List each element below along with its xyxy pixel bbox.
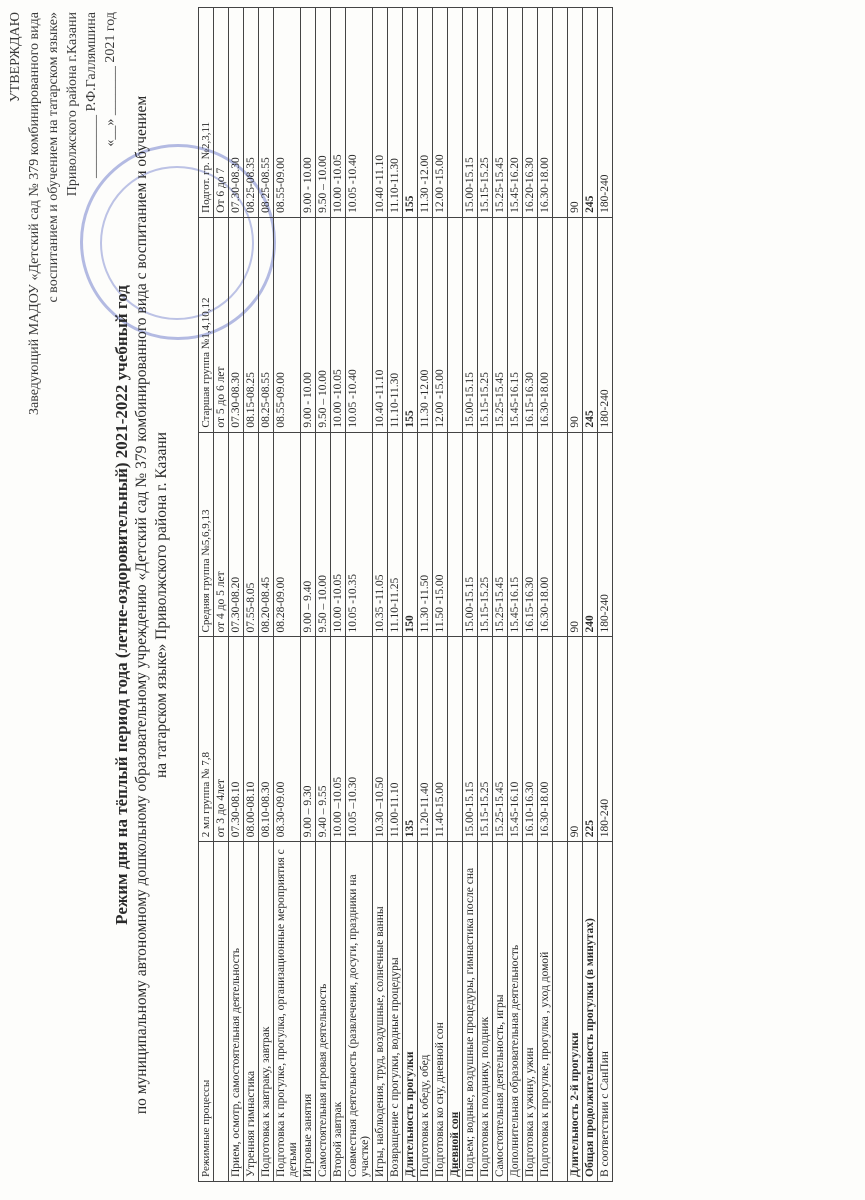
column-header: Подгот. гр. №2,3,11	[199, 8, 214, 218]
approval-line: с воспитанием и обучением на татарском языке»	[46, 12, 61, 303]
table-row	[388, 8, 403, 1182]
process-cell	[553, 842, 568, 1182]
time-cell: 16.15-16.30	[523, 432, 538, 637]
time-cell: 08.00-08.10	[244, 637, 259, 842]
time-cell: 155	[403, 8, 418, 218]
table-row	[508, 8, 523, 1182]
table-row	[259, 8, 274, 1182]
time-cell: 90	[568, 8, 583, 218]
time-cell: 08.25-08.55	[259, 8, 274, 218]
process-cell: Общая продолжительность прогулки (в минутах)	[583, 842, 598, 1182]
time-cell: 11.00-11.10	[388, 637, 403, 842]
time-cell: 155	[403, 217, 418, 432]
table-row	[583, 8, 598, 1182]
time-cell: 16.30-18.00	[538, 637, 553, 842]
time-cell: 10.40 -11.10	[373, 217, 388, 432]
time-cell: 15.45-16.15	[508, 432, 523, 637]
time-cell: 08.55-09.00	[274, 8, 301, 218]
table-row	[274, 8, 301, 1182]
time-cell: 225	[583, 637, 598, 842]
time-cell	[448, 637, 463, 842]
time-cell	[553, 637, 568, 842]
time-cell: 11.30 -12.00	[418, 217, 433, 432]
table-row	[316, 8, 331, 1182]
time-cell	[448, 217, 463, 432]
process-cell: Самостоятельная деятельность, игры	[493, 842, 508, 1182]
time-cell: 10.05 -10.35	[346, 432, 373, 637]
time-cell: 135	[403, 637, 418, 842]
time-cell: 10.05 -10.40	[346, 8, 373, 218]
time-cell: 9.50 – 10.00	[316, 432, 331, 637]
table-row	[346, 8, 373, 1182]
time-cell	[553, 8, 568, 218]
time-cell: 16.10-16.30	[523, 637, 538, 842]
time-cell: 07.30-08.10	[229, 637, 244, 842]
time-cell: 9.00 – 9.30	[301, 637, 316, 842]
table-row	[553, 8, 568, 1182]
process-cell: Подготовка к полднику, полдник	[478, 842, 493, 1182]
time-cell: 245	[583, 8, 598, 218]
table-row	[331, 8, 346, 1182]
time-cell: 90	[568, 217, 583, 432]
approval-line: «__» _______ 2021 год	[103, 12, 118, 147]
time-cell: 10.00 -10.05	[331, 217, 346, 432]
process-cell: Дополнительная образовательная деятельность	[508, 842, 523, 1182]
process-cell: Игровые занятия	[301, 842, 316, 1182]
process-cell: Подготовка к ужину, ужин	[523, 842, 538, 1182]
column-header: 2 мл группа № 7,8	[199, 637, 214, 842]
time-cell: 15.45-16.10	[508, 637, 523, 842]
table-row	[229, 8, 244, 1182]
time-cell: 15.25-15.45	[493, 637, 508, 842]
time-cell: 08.10-08.30	[259, 637, 274, 842]
time-cell	[553, 217, 568, 432]
table-row	[373, 8, 388, 1182]
process-cell: Подготовка к завтраку, завтрак	[259, 842, 274, 1182]
table-row	[244, 8, 259, 1182]
process-cell: Подготовка к прогулке, прогулка , уход домой	[538, 842, 553, 1182]
time-cell: 9.00 - 10.00	[301, 8, 316, 218]
time-cell: 15.45-16.15	[508, 217, 523, 432]
time-cell: 08.28-09.00	[274, 432, 301, 637]
column-header: Режимные процессы	[199, 842, 214, 1182]
time-cell: 15.00-15.15	[463, 432, 478, 637]
process-cell: Самостоятельная игровая деятельность	[316, 842, 331, 1182]
approval-line: Заведующий МАДОУ «Детский сад № 379 комбинированного вида	[27, 12, 42, 416]
time-cell: 07.55-8.05	[244, 432, 259, 637]
time-cell: 08.30-09.00	[274, 637, 301, 842]
table-row	[598, 8, 613, 1182]
table-row	[463, 8, 478, 1182]
time-cell: 16.30-18.00	[538, 432, 553, 637]
time-cell: от 3 до 4лет	[214, 637, 229, 842]
time-cell: 15.25-15.45	[493, 8, 508, 218]
time-cell: 16.30-18.00	[538, 8, 553, 218]
time-cell: 9.00 – 9.40	[301, 432, 316, 637]
time-cell: 11.20-11.40	[418, 637, 433, 842]
process-cell: Совместная деятельность (развлечения, досуги, праздники на участке)	[346, 842, 373, 1182]
time-cell: 10.35 -11.05	[373, 432, 388, 637]
approval-line: УТВЕРЖДАЮ	[8, 12, 23, 103]
time-cell: 10.00 –10.05	[331, 637, 346, 842]
time-cell: 10.00 -10.05	[331, 8, 346, 218]
time-cell: 9.50 – 10.00	[316, 217, 331, 432]
process-cell: Утренняя гимнастика	[244, 842, 259, 1182]
process-cell: Подготовка к прогулке, прогулка, организационные мероприятия с детьми	[274, 842, 301, 1182]
column-header: Старшая группа №1,4,10,12	[199, 217, 214, 432]
time-cell: 11.30 -12.00	[418, 8, 433, 218]
document-title	[112, 50, 172, 1160]
time-cell: 11.40-15.00	[433, 637, 448, 842]
table-row	[403, 8, 418, 1182]
table-row	[568, 8, 583, 1182]
time-cell: 07.30-08.20	[229, 432, 244, 637]
time-cell: 150	[403, 432, 418, 637]
time-cell: 08.55-09.00	[274, 217, 301, 432]
time-cell: 08.25-08.55	[259, 217, 274, 432]
time-cell: 245	[583, 217, 598, 432]
time-cell: 90	[568, 432, 583, 637]
table-header-row	[199, 8, 214, 1182]
time-cell: 180-240	[598, 8, 613, 218]
time-cell: 180-240	[598, 217, 613, 432]
time-cell	[448, 432, 463, 637]
process-cell: Подъем; водные, воздушные процедуры, гимнастика после сна	[463, 842, 478, 1182]
time-cell: 08.15-08.25	[244, 217, 259, 432]
time-cell: 12.00 -15.00	[433, 217, 448, 432]
time-cell: 07.30-08.30	[229, 8, 244, 218]
time-cell: 11.10-11.30	[388, 217, 403, 432]
table-row	[448, 8, 463, 1182]
process-cell: Второй завтрак	[331, 842, 346, 1182]
time-cell: 15.00-15.15	[463, 637, 478, 842]
time-cell: 9.00 - 10.00	[301, 217, 316, 432]
time-cell	[553, 432, 568, 637]
title-sub: по муниципальному автономному дошкольному образовательному учреждению «Детский сад № 379 комбинированного вида с воспитанием и обучением	[133, 95, 150, 1115]
table-row	[433, 8, 448, 1182]
time-cell: 11.30 -11.50	[418, 432, 433, 637]
title-sub: на татарском языке» Приволжского района г. Казани	[153, 432, 170, 778]
time-cell: 11.50 -15.00	[433, 432, 448, 637]
time-cell: 15.15-15.25	[478, 637, 493, 842]
time-cell: 15.00-15.15	[463, 8, 478, 218]
table-row	[301, 8, 316, 1182]
process-cell: Подготовка к обеду, обед	[418, 842, 433, 1182]
time-cell: 12.00 -15.00	[433, 8, 448, 218]
time-cell: 16.20-16.30	[523, 8, 538, 218]
time-cell: 11.10-11.30	[388, 8, 403, 218]
time-cell: 9.50 – 10.00	[316, 8, 331, 218]
time-cell: от 4 до 5 лет	[214, 432, 229, 637]
time-cell: 10.40 -11.10	[373, 8, 388, 218]
time-cell: От 6 до 7	[214, 8, 229, 218]
process-cell: Возвращение с прогулки, водные процедуры	[388, 842, 403, 1182]
time-cell: 240	[583, 432, 598, 637]
time-cell: 16.30-18.00	[538, 217, 553, 432]
process-cell: Игры, наблюдения, труд, воздушные, солнечные ванны	[373, 842, 388, 1182]
approval-line: Приволжского района г.Казани	[65, 12, 80, 197]
time-cell: 9.40 – 9.55	[316, 637, 331, 842]
approval-line: _________ Р.Ф.Галлямшина	[84, 12, 99, 178]
time-cell: 10.00 -10.05	[331, 432, 346, 637]
time-cell: 08.25-08.35	[244, 8, 259, 218]
time-cell: 15.15-15.25	[478, 8, 493, 218]
time-cell: 07.30-08.30	[229, 217, 244, 432]
time-cell: 11.10-11.25	[388, 432, 403, 637]
process-cell: Подготовка ко сну, дневной сон	[433, 842, 448, 1182]
column-header: Средняя группа №5,6,9,13	[199, 432, 214, 637]
time-cell: 180-240	[598, 637, 613, 842]
time-cell: 08.20-08.45	[259, 432, 274, 637]
time-cell: 15.25-15.45	[493, 217, 508, 432]
process-cell: Длительность прогулки	[403, 842, 418, 1182]
title-main: Режим дня на тёплый период года (летне-оздоровительный) 2021-2022 учебный год	[112, 285, 131, 925]
time-cell: 15.25-15.45	[493, 432, 508, 637]
time-cell: 16.15-16.30	[523, 217, 538, 432]
process-cell: Длительность 2-й прогулки	[568, 842, 583, 1182]
process-cell: Прием, осмотр, самостоятельная деятельность	[229, 842, 244, 1182]
time-cell: 10.05 –10.30	[346, 637, 373, 842]
time-cell: 15.15-15.25	[478, 432, 493, 637]
time-cell	[448, 8, 463, 218]
schedule-table	[198, 7, 613, 1182]
table-row	[493, 8, 508, 1182]
table-row	[418, 8, 433, 1182]
time-cell: 10.30 –10.50	[373, 637, 388, 842]
time-cell: 10.05 -10.40	[346, 217, 373, 432]
process-cell: В соответствии с СанПин	[598, 842, 613, 1182]
process-cell: Дневной сон	[448, 842, 463, 1182]
time-cell: от 5 до 6 лет	[214, 217, 229, 432]
time-cell: 15.00-15.15	[463, 217, 478, 432]
process-cell	[214, 842, 229, 1182]
table-row	[538, 8, 553, 1182]
table-row	[478, 8, 493, 1182]
table-row	[214, 8, 229, 1182]
time-cell: 15.15-15.25	[478, 217, 493, 432]
table-row	[523, 8, 538, 1182]
time-cell: 90	[568, 637, 583, 842]
time-cell: 15.45-16.20	[508, 8, 523, 218]
time-cell: 180-240	[598, 432, 613, 637]
